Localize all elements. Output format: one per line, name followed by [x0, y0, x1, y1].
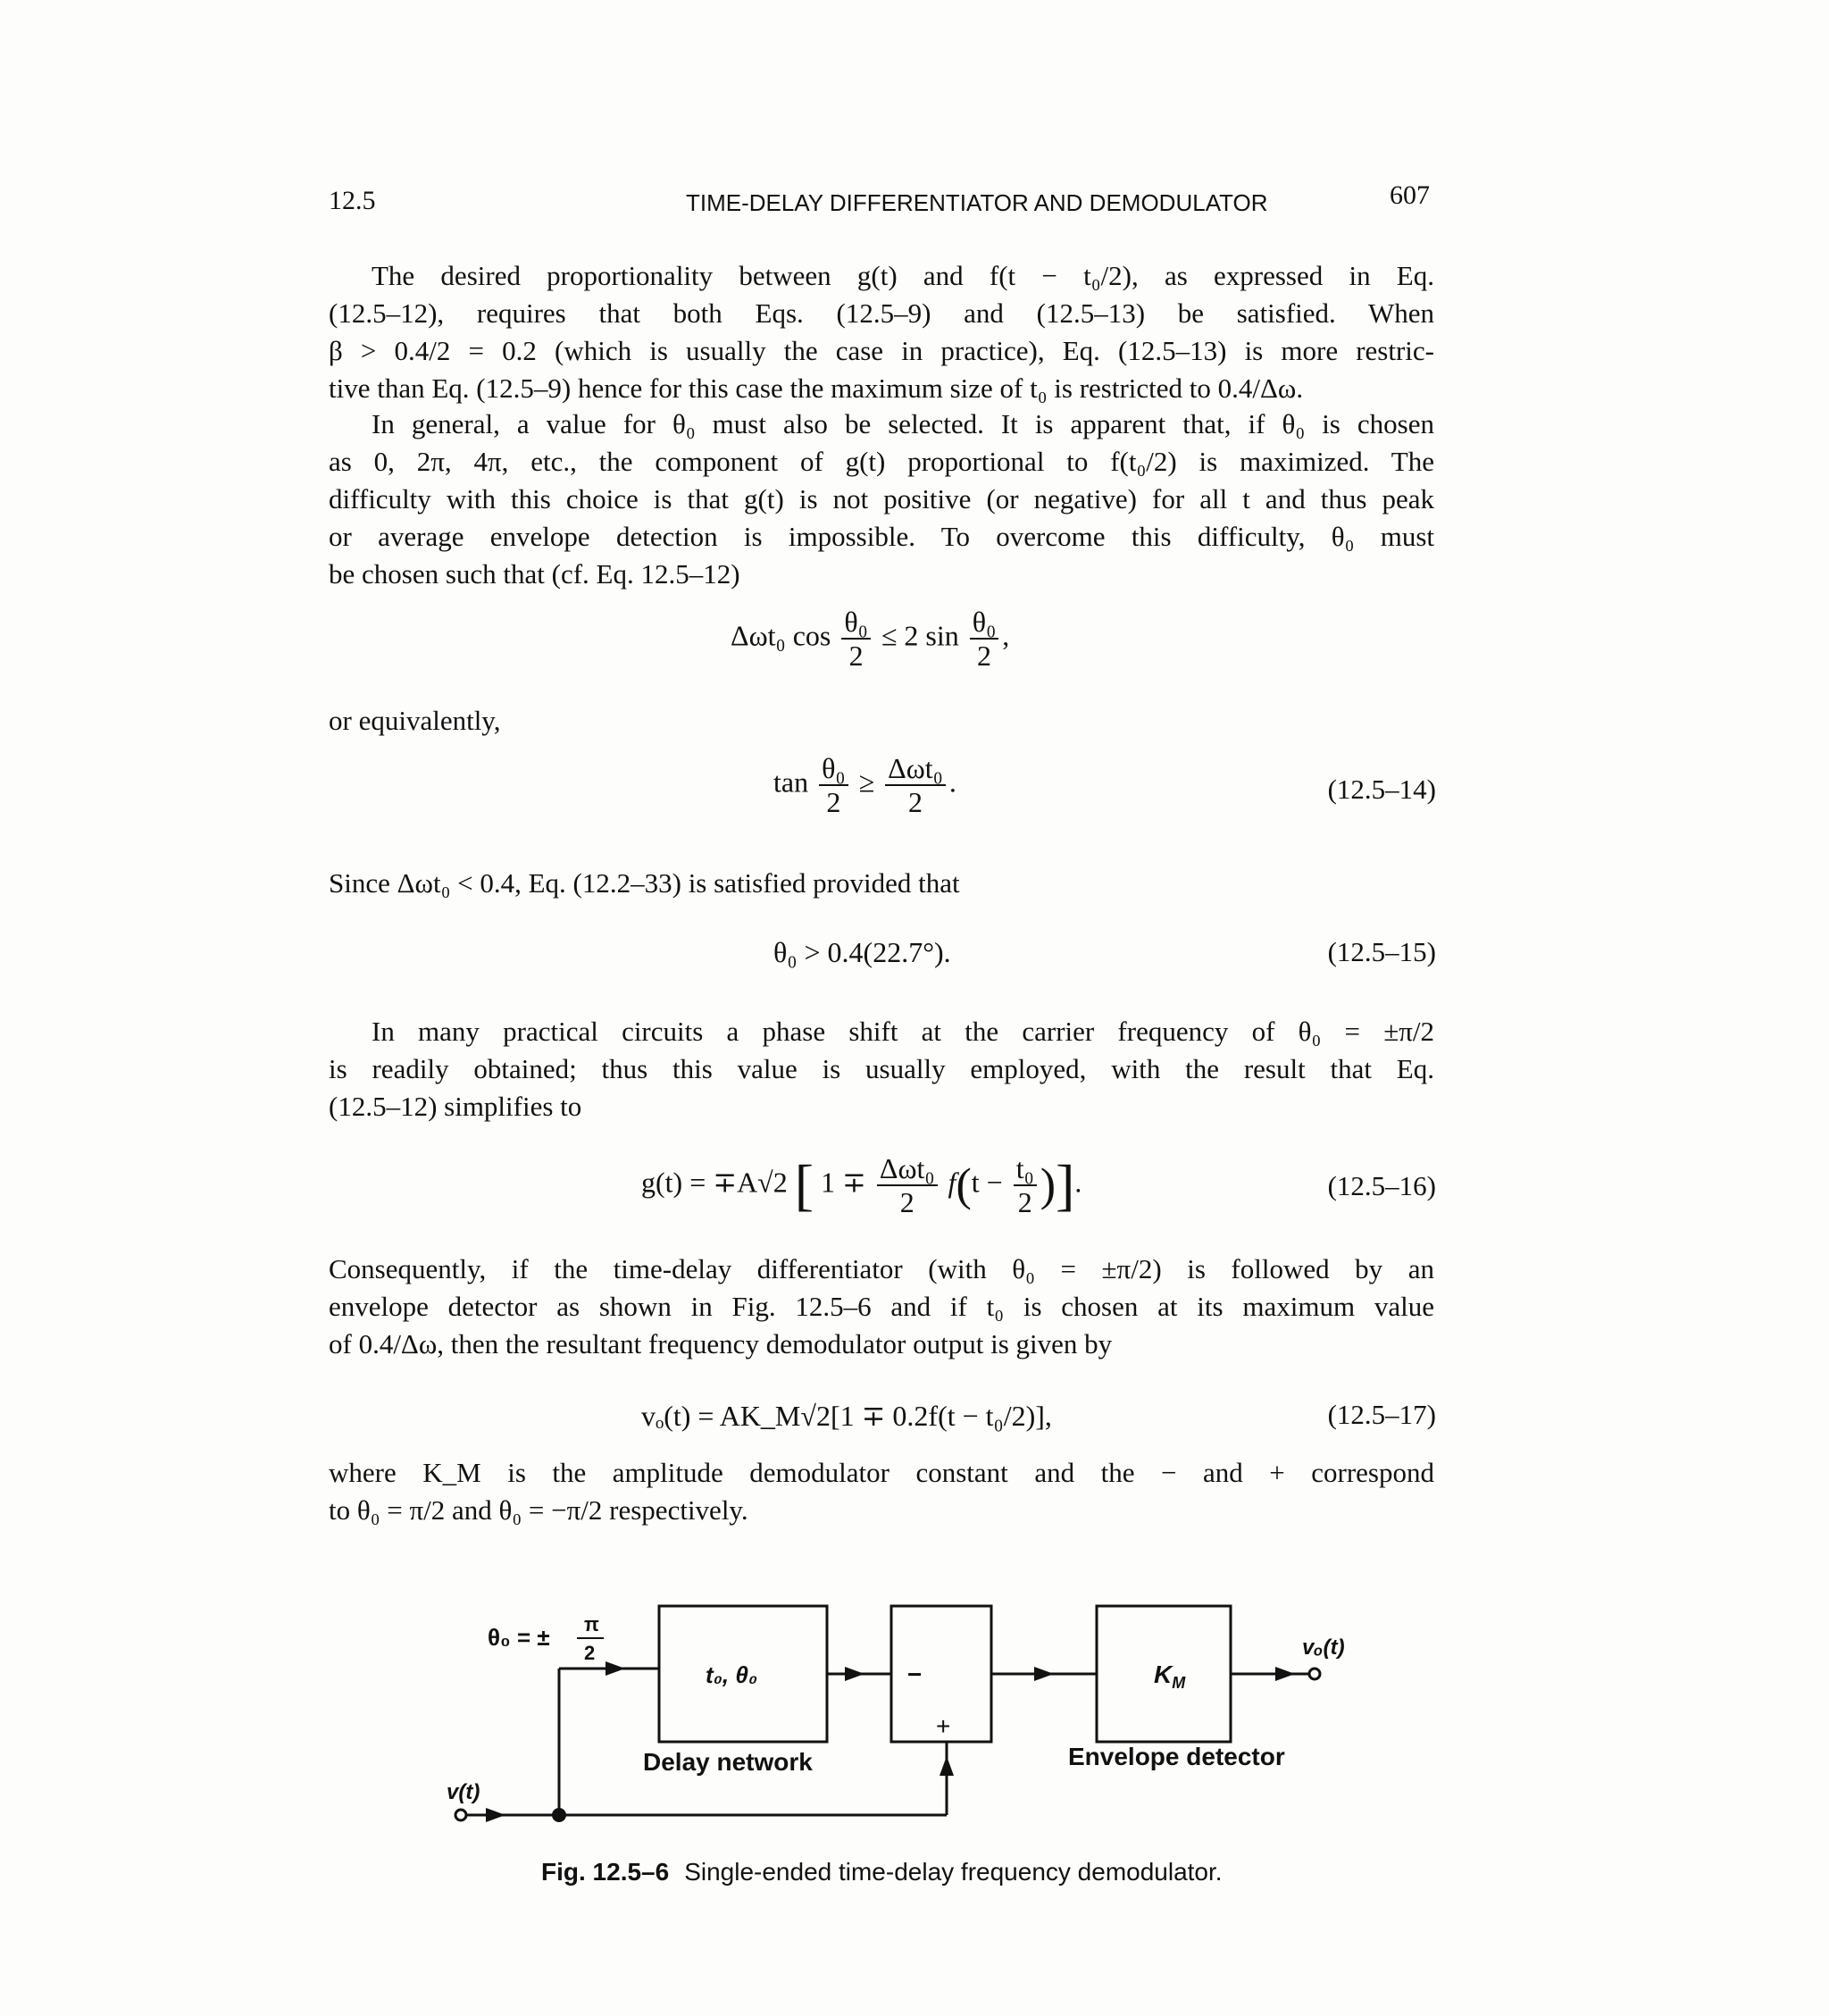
fraction: $\frac{\text{θ₀}}{2}$ — [970, 606, 998, 672]
arrow-icon — [1034, 1667, 1054, 1681]
paragraph-line: In general, a value for θ₀ must also be selected. It is apparent that, if θ₀ is chosen — [372, 408, 1434, 439]
theta-label: θ₀ = ± — [488, 1624, 550, 1651]
section-number: 12.5 — [329, 186, 376, 215]
arrow-icon — [845, 1667, 864, 1681]
paragraph-3 — [329, 1013, 1434, 1125]
delay-block-text: t₀, θ₀ — [706, 1661, 758, 1688]
page-number: 607 — [1390, 180, 1430, 210]
arrow-icon — [940, 1756, 954, 1776]
envelope-detector-caption: Envelope detector — [1068, 1743, 1285, 1770]
fraction: $\frac{\text{Δωt₀}}{2}$ — [885, 752, 946, 818]
summing-block — [891, 1606, 991, 1742]
equation-number: (12.5–14) — [1327, 774, 1436, 805]
paragraph-1 — [329, 257, 1434, 407]
equation-12-5-17: vₒ(t) = AK_M√2[1 ∓ 0.2f(t − t₀/2)], — [641, 1400, 1052, 1432]
equation-number: (12.5–17) — [1327, 1399, 1436, 1430]
paragraph-line: Consequently, if the time-delay differentiator (with θ₀ = ±π/2) is followed by an — [329, 1253, 1434, 1284]
fraction: $\frac{\text{θ₀}}{2}$ — [819, 752, 848, 818]
equation-12-5-15: θ₀ > 0.4(22.7°). — [773, 936, 951, 968]
input-terminal — [455, 1810, 466, 1820]
paragraph-line: be chosen such that (cf. Eq. 12.5–12) — [329, 558, 740, 590]
delay-network-block — [659, 1606, 827, 1742]
equation-number: (12.5–15) — [1327, 936, 1436, 967]
arrow-icon — [1275, 1667, 1295, 1681]
figure-caption — [541, 1858, 1223, 1887]
caption-text: Single-ended time-delay frequency demodulator. — [684, 1858, 1223, 1886]
pi-label: π — [584, 1613, 599, 1635]
since-line: Since Δωt₀ < 0.4, Eq. (12.2–33) is satisfied provided that — [329, 867, 960, 899]
paragraph-5 — [329, 1454, 1434, 1529]
delay-network-caption: Delay network — [643, 1748, 813, 1776]
paragraph-line: is readily obtained; thus this value is usually employed, with the result that Eq. — [329, 1053, 1434, 1084]
paragraph-2 — [329, 406, 1434, 593]
paragraph-line: difficulty with this choice is that g(t) is not positive (or negative) for all t and thus peak — [329, 483, 1434, 514]
arrow-icon — [486, 1808, 505, 1822]
minus-sign: − — [907, 1660, 923, 1688]
running-title: TIME-DELAY DIFFERENTIATOR AND DEMODULATOR — [686, 189, 1268, 216]
paragraph-line: of 0.4/Δω, then the resultant frequency demodulator output is given by — [329, 1328, 1113, 1359]
paragraph-line: where K_M is the amplitude demodulator constant and the − and + correspond — [329, 1457, 1434, 1488]
paragraph-line: (12.5–12) simplifies to — [329, 1091, 582, 1122]
two-label: 2 — [584, 1642, 596, 1664]
paragraph-line: as 0, 2π, 4π, etc., the component of g(t) proportional to f(t₀/2) is maximized. The — [329, 446, 1434, 477]
arrow-icon — [605, 1661, 625, 1676]
paragraph-line: β > 0.4/2 = 0.2 (which is usually the case in practice), Eq. (12.5–13) is more restric- — [329, 335, 1434, 366]
equation-12-5-16: g(t) = ∓A√2 [ 1 ∓ $\frac{\text{Δωt₀}}{2}$ f(t − $\frac{\text{t₀}}{2}$ )]. — [641, 1152, 1082, 1218]
equation-12-5-14: tan $\frac{\text{θ₀}}{2}$ ≥ $\frac{\text{Δωt₀}}{2}$ . — [773, 752, 956, 818]
fraction: $\frac{\text{Δωt₀}}{2}$ — [877, 1152, 938, 1218]
fraction: $\frac{\text{θ₀}}{2}$ — [841, 606, 870, 672]
equation-number: (12.5–16) — [1327, 1170, 1436, 1201]
fraction: $\frac{\text{t₀}}{2}$ — [1014, 1152, 1037, 1218]
km-label: $K_M$ — [1154, 1660, 1186, 1692]
output-terminal — [1309, 1669, 1320, 1679]
input-label: v(t) — [447, 1780, 480, 1804]
plus-sign: + — [936, 1712, 951, 1740]
paragraph-line: envelope detector as shown in Fig. 12.5–6 and if t₀ is chosen at its maximum value — [329, 1291, 1434, 1322]
output-label: vₒ(t) — [1302, 1635, 1345, 1660]
paragraph-line: to θ₀ = π/2 and θ₀ = −π/2 respectively. — [329, 1494, 748, 1526]
or-equivalently: or equivalently, — [329, 705, 501, 736]
paragraph-4 — [329, 1251, 1434, 1363]
equation-inequality: Δωt₀ cos $\frac{\text{θ₀}}{2}$ ≤ 2 sin $\frac{\text{θ₀}}{2}$ , — [731, 606, 1010, 672]
paragraph-line: In many practical circuits a phase shift at the carrier frequency of θ₀ = ±π/2 — [372, 1016, 1434, 1047]
paragraph-line: (12.5–12), requires that both Eqs. (12.5–9) and (12.5–13) be satisfied. When — [329, 297, 1434, 329]
junction-dot — [552, 1808, 566, 1822]
envelope-detector-block — [1097, 1606, 1231, 1742]
figure-number: Fig. 12.5–6 — [541, 1858, 670, 1886]
paragraph-line: or average envelope detection is impossible. To overcome this difficulty, θ₀ must — [329, 521, 1434, 552]
paragraph-line: tive than Eq. (12.5–9) hence for this case the maximum size of t₀ is restricted to 0.4/Δω. — [329, 372, 1304, 404]
paragraph-line: The desired proportionality between g(t) and f(t − t₀/2), as expressed in Eq. — [372, 260, 1434, 291]
